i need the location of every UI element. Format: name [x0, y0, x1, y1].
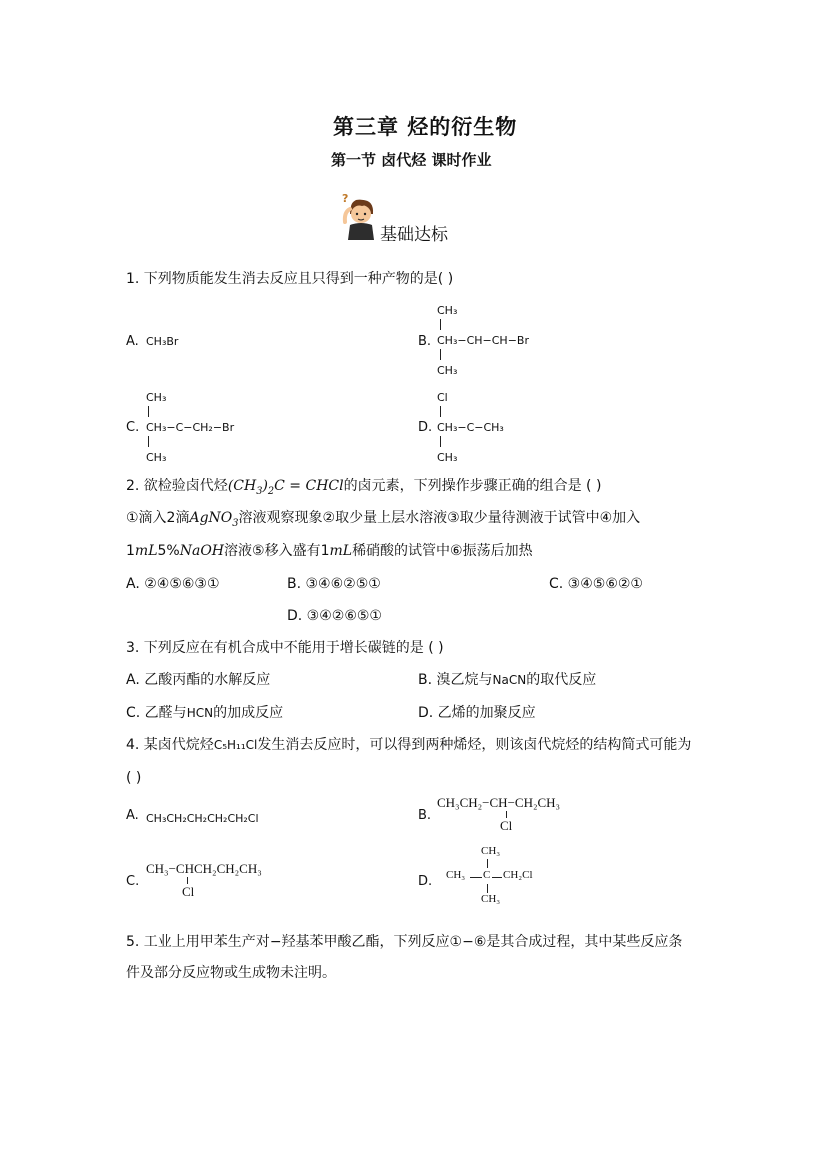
- q1-option-a-formula: CH₃Br: [146, 335, 179, 348]
- q3-option-b: B. 溴乙烷与NaCN的取代反应: [418, 672, 597, 688]
- q1-option-b-top: CH₃: [437, 304, 458, 317]
- q4-c-bond: [187, 877, 188, 884]
- q1-option-d-label: D.: [418, 420, 433, 435]
- q4-option-b-main: CH₃CH₂−CH−CH₂CH₃: [437, 795, 561, 810]
- q3-option-a: A. 乙酸丙酯的水解反应: [126, 672, 271, 688]
- q2-stem-prefix: 2. 欲检验卤代烃: [126, 478, 228, 494]
- q1-option-d-top: Cl: [437, 391, 448, 404]
- q4-option-a-formula: CH₃CH₂CH₂CH₂CH₂Cl: [146, 812, 259, 825]
- question-2-steps-line2: 1mL5%NaOH溶液⑤移入盛有1mL稀硝酸的试管中⑥振荡后加热: [126, 543, 533, 559]
- q3-option-c: C. 乙醛与HCN的加成反应: [126, 705, 284, 721]
- q1-option-b-bottom: CH₃: [437, 364, 458, 377]
- student-thinking-icon: [340, 192, 380, 240]
- question-5-line1: 5. 工业上用甲苯生产对−羟基苯甲酸乙酯，下列反应①−⑥是其合成过程，其中某些反应条: [126, 934, 683, 950]
- q1-c-bond-top: [148, 406, 149, 417]
- q4-d-bond-bottom: [487, 884, 488, 893]
- page-title: 第三章 烃的衍生物: [333, 115, 518, 139]
- question-4-stem: 4. 某卤代烷烃C₅H₁₁Cl发生消去反应时，可以得到两种烯烃，则该卤代烷烃的结构简式可能为: [126, 737, 692, 753]
- question-2-stem: [126, 476, 601, 502]
- q2-option-c: C. ③④⑤⑥②①: [549, 576, 643, 592]
- q1-option-c-bottom: CH₃: [146, 451, 167, 464]
- q1-c-bond-bottom: [148, 436, 149, 447]
- q4-d-bond-left: [470, 877, 482, 878]
- question-1-stem: 1. 下列物质能发生消去反应且只得到一种产物的是( ): [126, 271, 454, 287]
- question-4-stem-line2: ( ): [126, 770, 142, 786]
- q3-option-d: D. 乙烯的加聚反应: [418, 705, 536, 721]
- q4-option-d-right: CH₂Cl: [503, 869, 533, 881]
- svg-text:?: ?: [342, 192, 349, 205]
- page-subtitle: 第一节 卤代烃 课时作业: [331, 151, 492, 169]
- q1-option-c-main: CH₃−C−CH₂−Br: [146, 421, 235, 434]
- question-5-line2: 件及部分反应物或生成物未注明。: [126, 965, 336, 981]
- q2-formula: $(CH_3)_2C$ = CHCl: [227, 478, 344, 497]
- q4-option-d-label: D.: [418, 874, 433, 889]
- q1-d-bond-bottom: [440, 436, 441, 447]
- q4-d-bond-top: [487, 859, 488, 868]
- q1-option-d-bottom: CH₃: [437, 451, 458, 464]
- q1-b-bond-top: [440, 319, 441, 330]
- q4-option-c-label: C.: [126, 874, 140, 889]
- q1-option-b-label: B.: [418, 334, 432, 349]
- q4-option-c-bottom: Cl: [182, 884, 195, 899]
- q4-option-b-label: B.: [418, 808, 432, 823]
- q2-stem-suffix: 的卤元素，下列操作步骤正确的组合是 ( ): [343, 478, 602, 494]
- q1-option-d-main: CH₃−C−CH₃: [437, 421, 504, 434]
- q1-option-a-label: A.: [126, 334, 139, 349]
- q4-option-c-main: CH₃−CHCH₂CH₂CH₃: [146, 861, 262, 876]
- q1-option-b-main: CH₃−CH−CH−Br: [437, 334, 529, 347]
- q2-option-d: D. ③④②⑥⑤①: [287, 608, 382, 624]
- q1-b-bond-bottom: [440, 349, 441, 360]
- q4-option-d-bottom: CH₃: [481, 893, 501, 905]
- q4-option-d-left: CH₃: [446, 869, 466, 881]
- question-3-stem: 3. 下列反应在有机合成中不能用于增长碳链的是 ( ): [126, 640, 444, 656]
- q4-option-a-label: A.: [126, 808, 139, 823]
- q1-option-c-label: C.: [126, 420, 140, 435]
- q2-option-a: A. ②④⑤⑥③①: [126, 576, 220, 592]
- q4-b-bond: [506, 811, 507, 818]
- q2-option-b: B. ③④⑥②⑤①: [287, 576, 381, 592]
- q1-d-bond-top: [440, 406, 441, 417]
- q4-option-d-top: CH₃: [481, 845, 501, 857]
- q4-option-d-center: C: [483, 869, 491, 881]
- q4-d-bond-right: [492, 877, 502, 878]
- q4-option-b-bottom: Cl: [500, 818, 513, 833]
- question-2-steps-line1: ①滴入2滴AgNO$_3$溶液观察现象②取少量上层水溶液③取少量待测液于试管中④加入: [126, 510, 641, 529]
- q1-option-c-top: CH₃: [146, 391, 167, 404]
- section-badge: 基础达标: [380, 225, 448, 245]
